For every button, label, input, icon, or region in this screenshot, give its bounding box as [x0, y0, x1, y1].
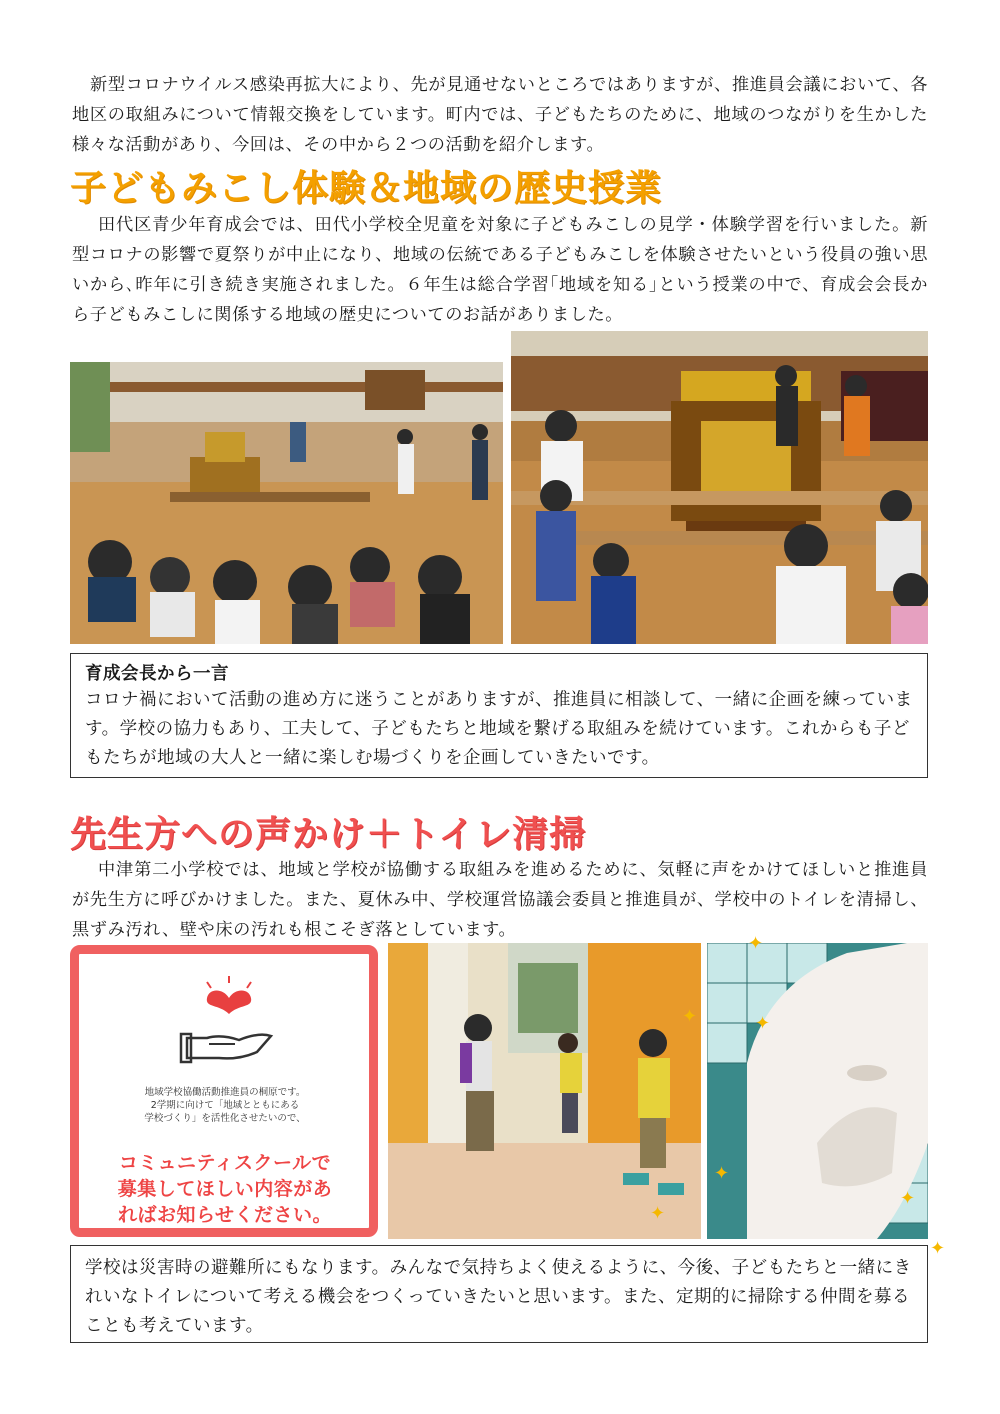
chairman-comment-title: 育成会長から一言 [85, 664, 229, 684]
mikoshi-closeup-photo [511, 331, 928, 644]
sparkle-icon: ✦ [930, 1238, 946, 1259]
poster-big-line: 募集してほしい内容があ [117, 1178, 333, 1200]
section2-heading: 先生方への声かけ＋トイレ清掃 [70, 814, 587, 855]
poster-big-line: コミュニティスクールで [118, 1152, 332, 1174]
poster-small-line: 地域学校協働活動推進員の桐原です。 [144, 1087, 306, 1098]
clean-urinal-photo [707, 943, 928, 1239]
chairman-comment-box [70, 653, 928, 778]
sparkle-icon: ✦ [900, 1188, 916, 1209]
toilet-cleaning-photo [388, 943, 701, 1239]
evacuation-note-box [70, 1245, 928, 1343]
community-school-poster [70, 945, 378, 1237]
sparkle-icon: ✦ [714, 1163, 730, 1184]
intro-paragraph: 新型コロナウイルス感染再拡大により、先が見通せないところではありますが、推進員会議において、各地区の取組みについて情報交換をしています。町内では、子どもたちのために、地域のつながりを生かした様々な活動があり、今回は、その中から２つの活動を紹介します。 [72, 75, 928, 155]
sparkle-icon: ✦ [748, 933, 764, 954]
heart-hand-icon [179, 974, 279, 1069]
section1-heading: 子どもみこし体験＆地域の歴史授業 [70, 168, 663, 209]
sparkle-icon: ✦ [755, 1013, 771, 1034]
section1-body: 田代区青少年育成会では、田代小学校全児童を対象に子どもみこしの見学・体験学習を行いました。新型コロナの影響で夏祭りが中止になり、地域の伝統である子どもみこしを体験させたいという役員の強い思いから､昨年に引き続き実施されました。６年生は総合学習｢地域を知る｣という授業の中で、育成会会長から子どもみこしに関係する地域の歴史についてのお話がありました。 [72, 215, 928, 325]
poster-big-text [85, 1150, 365, 1228]
poster-small-line: 2学期に向けて「地域とともにある [150, 1100, 300, 1111]
mikoshi-gym-photo [70, 362, 503, 644]
sparkle-icon: ✦ [650, 1203, 666, 1224]
poster-small-text [89, 1086, 361, 1125]
chairman-comment-text: コロナ禍において活動の進め方に迷うことがありますが、推進員に相談して、一緒に企画を練っています。学校の協力もあり、工夫して、子どもたちと地域を繋げる取組みを続けています。これからも子どもたちが地域の大人と一緒に楽しむ場づくりを企画していきたいです。 [85, 690, 913, 768]
evacuation-note-text: 学校は災害時の避難所にもなります。みんなで気持ちよく使えるように、今後、子どもたちと一緒にきれいなトイレについて考える機会をつくっていきたいと思います。また、定期的に掃除する仲間を募ることも考えています。 [85, 1258, 912, 1336]
sparkle-icon: ✦ [682, 1006, 698, 1027]
poster-small-line: 学校づくり」を活性化させたいので、 [144, 1113, 306, 1124]
poster-big-line: ればお知らせください。 [118, 1204, 332, 1226]
section2-body: 中津第二小学校では、地域と学校が協働する取組みを進めるために、気軽に声をかけてほしいと推進員が先生方に呼びかけました。また、夏休み中、学校運営協議会委員と推進員が、学校中のトイレを清掃し、黒ずみ汚れ、壁や床の汚れも根こそぎ落としています。 [72, 860, 928, 940]
